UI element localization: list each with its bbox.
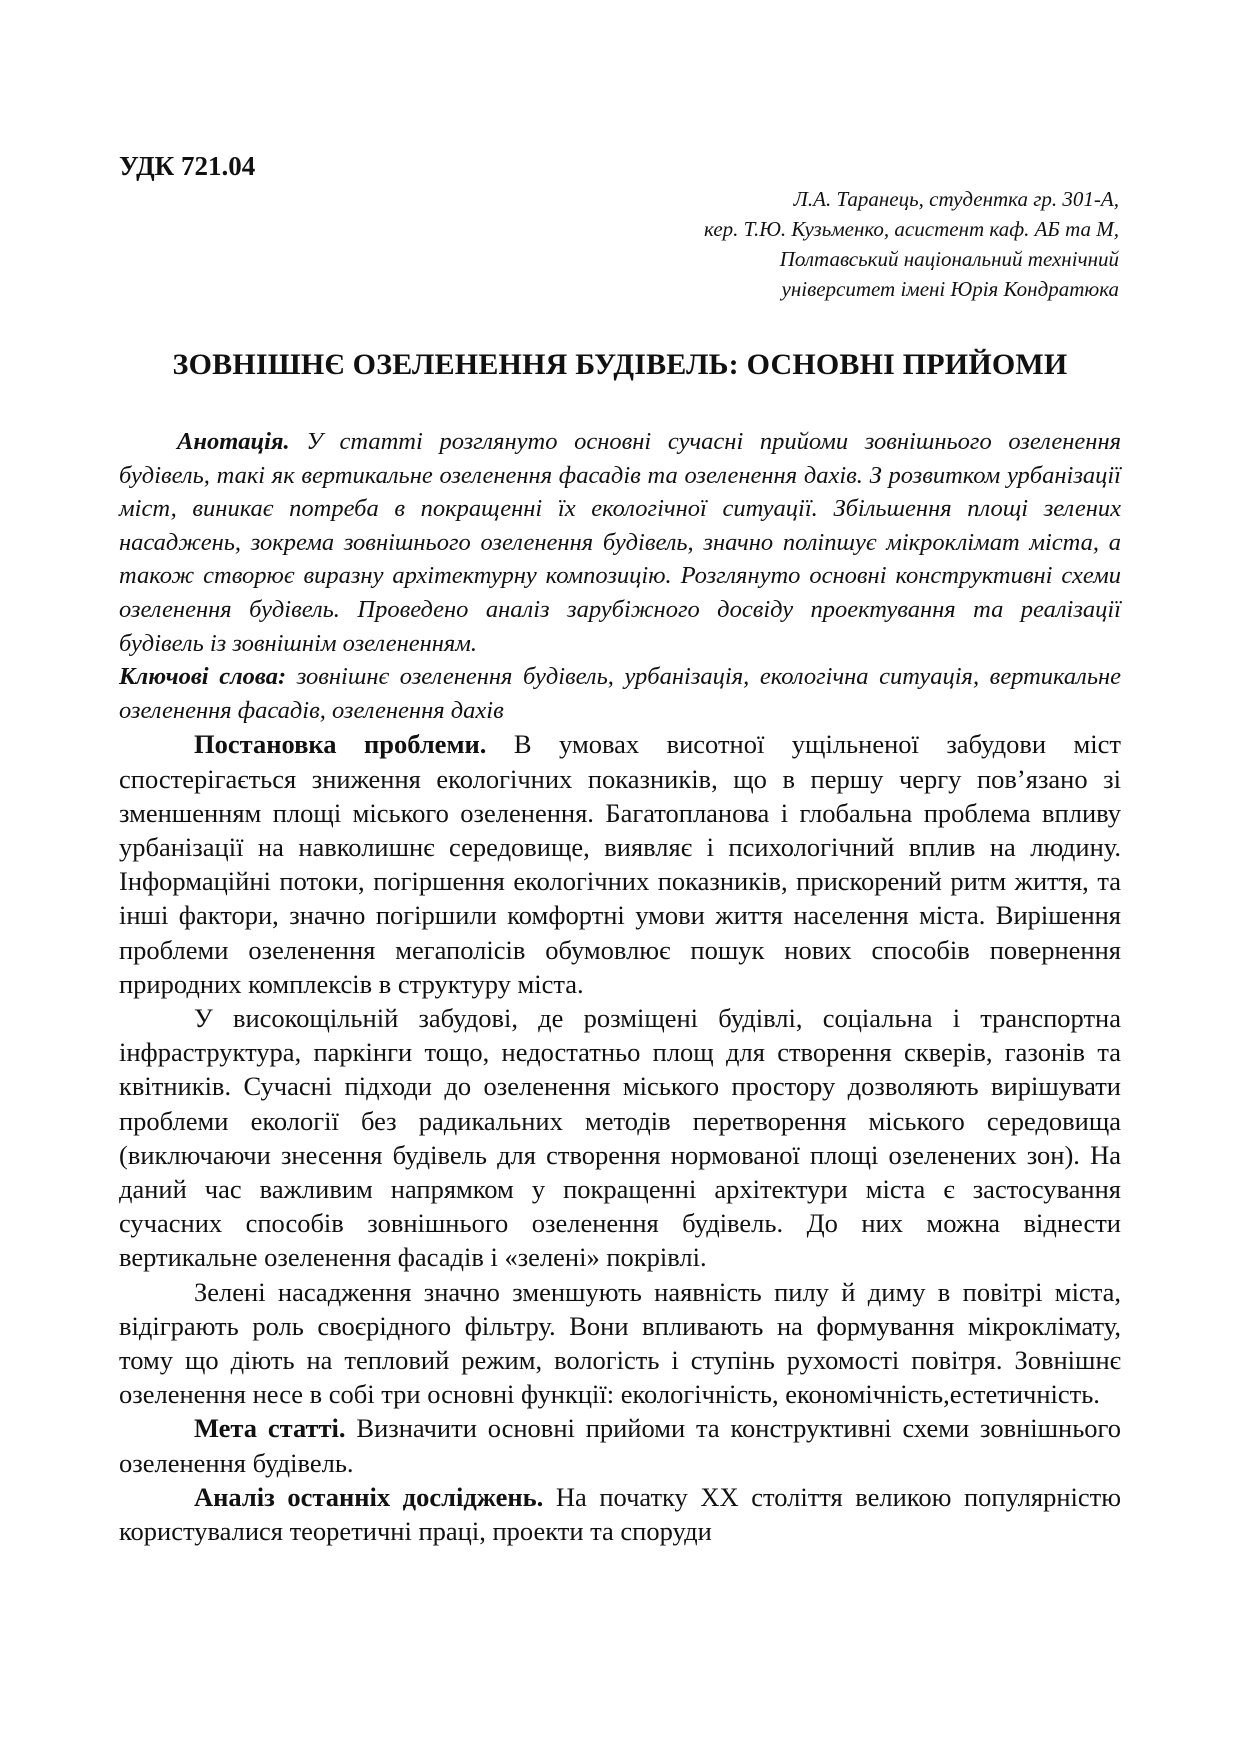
paragraph-text: В умовах висотної ущільненої забудови міст спостерігається зниження екологічних показників, що в першу чергу пов’язано зі зменшенням площі міського озеленення. Багатопланова і глобальна проблема впливу урбанізації на навколишнє середовище, виявляє і психологічний вплив на людину. Інформаційні потоки, погіршення екологічних показників, прискорений ритм життя, та інші фактори, значно погіршили комфортні умови життя населення міста. Вирішення проблеми озеленення мегаполісів обумовлює пошук нових способів повернення природних комплексів в структуру міста.: [119, 729, 1121, 999]
author-block: [119, 184, 1121, 304]
paragraph-text: Визначити основні прийоми та конструктивні схеми зовнішнього озеленення будівель.: [119, 1413, 1122, 1478]
document-page: [119, 130, 1121, 1548]
paragraph-heading: Постановка проблеми.: [194, 729, 487, 760]
author-line: Полтавський національний технічний: [779, 247, 1119, 271]
paragraph-text: У високощільній забудові, де розміщені будівлі, соціальна і транспортна інфраструктура, паркінги тощо, недостатньо площ для створення скверів, газонів та квітників. Сучасні підходи до озеленення міського простору дозволяють вирішувати проблеми екології без радикальних методів перетворення міського середовища (виключаючи знесення будівель для створення нормованої площі озеленених зон). На даний час важливим напрямком у покращенні архітектури міста є застосування сучасних способів зовнішнього озеленення будівель. До них можна віднести вертикальне озеленення фасадів і «зелені» покрівлі.: [119, 1002, 1121, 1273]
udc-code: УДК 721.04: [119, 151, 256, 181]
author-line: університет імені Юрія Кондратюка: [781, 277, 1119, 301]
abstract-label: Анотація.: [177, 428, 290, 455]
abstract-text: У статті розглянуто основні сучасні прийоми зовнішнього озеленення будівель, такі як вертикальне озеленення фасадів та озеленення дахів. З розвитком урбанізації міст, виникає потреба в покращенні їх екологічної ситуації. Збільшення площі зелених насаджень, зокрема зовнішнього озеленення будівель, значно поліпшує мікроклімат міста, а також створює виразну архітектурну композицію. Розглянуто основні конструктивні схеми озеленення будівель. Проведено аналіз зарубіжного досвіду проектування та реалізації будівель із зовнішнім озелененням.: [119, 428, 1121, 657]
keywords: [119, 660, 1121, 727]
paragraph-analysis: [119, 1480, 1121, 1548]
keywords-text: зовнішнє озеленення будівель, урбанізація, екологічна ситуація, вертикальне озеленення фасадів, озеленення дахів: [119, 663, 1122, 724]
paragraph-heading: Мета статті.: [194, 1413, 346, 1444]
keywords-label: Ключові слова:: [119, 663, 287, 691]
paragraph-aim: [119, 1411, 1121, 1479]
paragraph-heading: Аналіз останніх досліджень.: [194, 1481, 544, 1512]
paragraph-problem: [119, 727, 1121, 1001]
author-line: кер. Т.Ю. Кузьменко, асистент каф. АБ та М,: [704, 217, 1119, 241]
abstract: [119, 425, 1121, 660]
paragraph-text: Зелені насадження значно зменшують наявність пилу й диму в повітрі міста, відіграють роль своєрідного фільтру. Вони впливають на формування мікроклімату, тому що діють на тепловий режим, вологість і ступінь рухомості повітря. Зовнішнє озеленення несе в собі три основні функції: екологічність, економічність,естетичність.: [119, 1276, 1121, 1410]
paragraph-text: На початку XX століття великою популярністю користувалися теоретичні праці, проекти та споруди: [119, 1481, 1121, 1547]
article-title: ЗОВНІШНЄ ОЗЕЛЕНЕННЯ БУДІВЕЛЬ: ОСНОВНІ ПРИЙОМИ: [172, 348, 1068, 381]
author-line: Л.А. Таранець, студентка гр. 301-А,: [793, 187, 1119, 211]
paragraph-density: [119, 1001, 1121, 1275]
paragraph-green-spaces: [119, 1275, 1121, 1412]
